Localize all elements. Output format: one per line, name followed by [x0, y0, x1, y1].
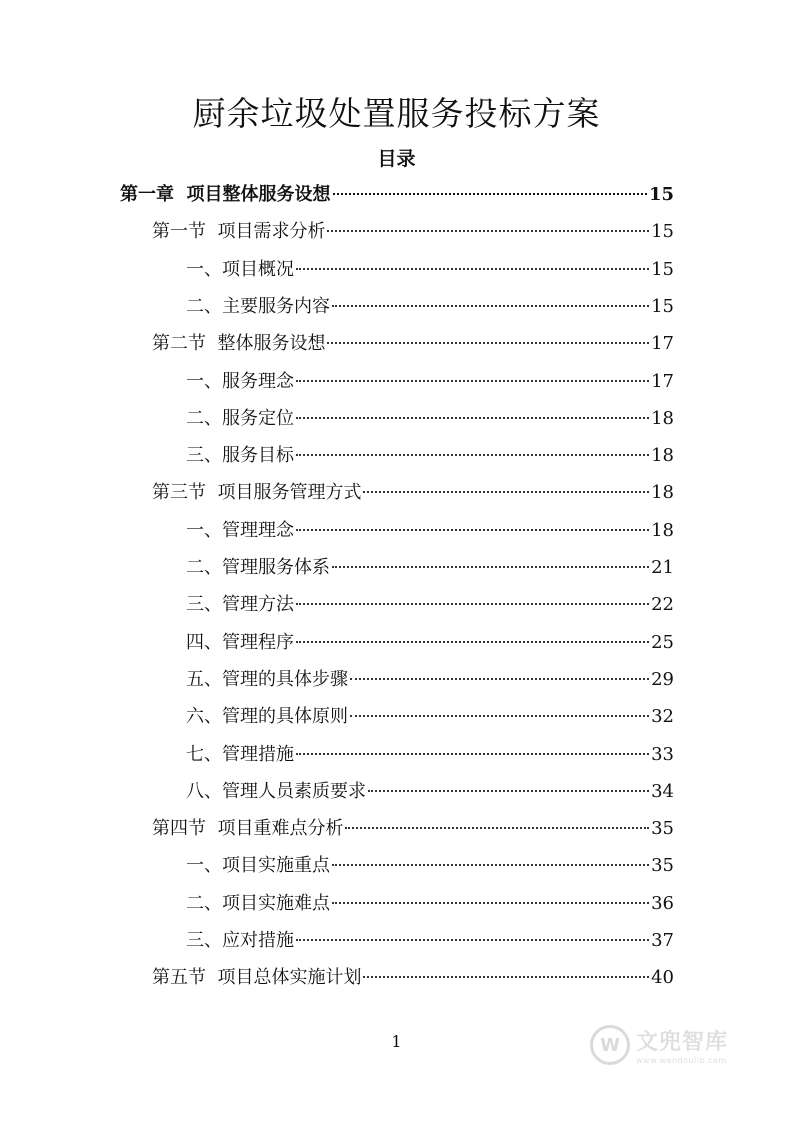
toc-leader-dots: [296, 753, 649, 755]
toc-entry[interactable]: [152, 329, 674, 359]
toc-entry[interactable]: [152, 963, 674, 993]
toc-leader-dots: [296, 380, 649, 382]
toc-entry[interactable]: [186, 628, 674, 658]
toc-entry-label: 第二节 整体服务设想: [152, 333, 326, 355]
toc-entry-label: 八、管理人员素质要求: [186, 780, 366, 802]
toc-leader-dots: [345, 827, 649, 829]
toc-entry-label: 三、服务目标: [186, 445, 294, 467]
toc-leader-dots: [296, 641, 649, 643]
toc-entry-label: 二、管理服务体系: [186, 557, 330, 578]
toc-leader-dots: [296, 268, 649, 270]
toc-entry-label: 第一章 项目整体服务设想: [120, 184, 331, 205]
toc-leader-dots: [368, 790, 649, 792]
toc-entry-page: 15: [651, 295, 674, 317]
toc-leader-dots: [332, 305, 649, 307]
toc-leader-dots: [363, 491, 649, 493]
toc-entry-page: 29: [651, 668, 674, 690]
toc-entry-label: 一、管理理念: [186, 519, 294, 541]
toc-leader-dots: [350, 715, 649, 717]
toc-leader-dots: [332, 566, 649, 568]
toc-leader-dots: [332, 864, 649, 866]
toc-entry[interactable]: [186, 553, 674, 583]
toc-entry-page: 17: [651, 333, 674, 355]
toc-entry[interactable]: [186, 740, 674, 770]
toc-entry-page: 40: [651, 967, 674, 989]
toc-entry-page: 15: [651, 221, 674, 243]
watermark: [590, 1020, 760, 1070]
toc-entry[interactable]: [186, 665, 674, 695]
toc-entry-page: 15: [651, 258, 674, 280]
toc-entry-page: 22: [651, 594, 674, 616]
toc-entry[interactable]: [186, 777, 674, 807]
toc-entry-label: 七、管理措施: [186, 743, 294, 765]
toc-leader-dots: [350, 678, 649, 680]
toc-entry-label: 一、项目概况: [186, 258, 294, 280]
toc-leader-dots: [333, 193, 647, 195]
toc-entry-label: 第三节 项目服务管理方式: [152, 482, 362, 504]
toc-leader-dots: [332, 902, 649, 904]
toc-entry-label: 二、服务定位: [186, 407, 294, 429]
toc-entry[interactable]: [186, 590, 674, 620]
toc-entry[interactable]: [120, 180, 674, 210]
toc-leader-dots: [363, 976, 649, 978]
document-title: 厨余垃圾处置服务投标方案: [192, 94, 601, 133]
toc-entry-label: 一、项目实施重点: [186, 855, 330, 877]
toc-entry[interactable]: [186, 255, 674, 285]
toc-entry[interactable]: [186, 889, 674, 919]
toc-entry-label: 三、应对措施: [186, 930, 294, 951]
toc-leader-dots: [296, 939, 649, 941]
toc-entry[interactable]: [186, 367, 674, 397]
toc-entry-page: 34: [651, 780, 674, 802]
toc-leader-dots: [296, 529, 649, 531]
toc-entry-page: 18: [651, 445, 674, 467]
toc-entry-page: 17: [651, 370, 674, 392]
toc-entry-label: 五、管理的具体步骤: [186, 668, 348, 690]
toc-leader-dots: [327, 230, 649, 232]
toc-entry-page: 32: [651, 706, 674, 728]
toc-entry[interactable]: [186, 851, 674, 881]
toc-entry[interactable]: [152, 814, 674, 844]
toc-entry-label: 二、项目实施难点: [186, 892, 330, 914]
page-number: 1: [391, 1032, 402, 1051]
toc-entry-page: 21: [651, 557, 674, 578]
toc-entry[interactable]: [186, 926, 674, 956]
toc-entry[interactable]: [186, 292, 674, 322]
toc-entry[interactable]: [152, 478, 674, 508]
toc-entry-label: 第五节 项目总体实施计划: [152, 967, 362, 989]
toc-entry-page: 35: [651, 855, 674, 877]
toc-entry-label: 第四节 项目重难点分析: [152, 818, 344, 840]
toc-entry[interactable]: [186, 516, 674, 546]
toc-entry[interactable]: [186, 404, 674, 434]
watermark-url: www.wendoulib.com: [636, 1056, 727, 1065]
toc-entry[interactable]: [186, 441, 674, 471]
toc-entry-page: 18: [651, 482, 674, 504]
toc-entry[interactable]: [186, 702, 674, 732]
toc-entry-page: 35: [651, 818, 674, 840]
toc-entry-page: 37: [651, 930, 674, 951]
toc-entry-label: 三、管理方法: [186, 594, 294, 616]
toc-leader-dots: [296, 603, 649, 605]
toc-entry-page: 25: [651, 631, 674, 653]
toc-entry-label: 第一节 项目需求分析: [152, 221, 326, 243]
toc-leader-dots: [327, 342, 649, 344]
toc-entry-page: 36: [651, 892, 674, 914]
toc-entry-label: 一、服务理念: [186, 370, 294, 392]
toc-leader-dots: [296, 454, 649, 456]
toc-entry-page: 15: [648, 184, 674, 205]
toc-entry-page: 18: [651, 519, 674, 541]
toc-entry-label: 二、主要服务内容: [186, 295, 330, 317]
watermark-name: 文兜智库: [636, 1030, 729, 1055]
toc-entry-page: 18: [651, 407, 674, 429]
toc-entry-label: 六、管理的具体原则: [186, 706, 348, 728]
toc-entry-page: 33: [651, 743, 674, 765]
watermark-logo-icon: W: [590, 1025, 630, 1065]
toc-heading: 目录: [377, 148, 416, 170]
toc-leader-dots: [296, 417, 649, 419]
toc-entry[interactable]: [152, 217, 674, 247]
toc-entry-label: 四、管理程序: [186, 631, 294, 653]
